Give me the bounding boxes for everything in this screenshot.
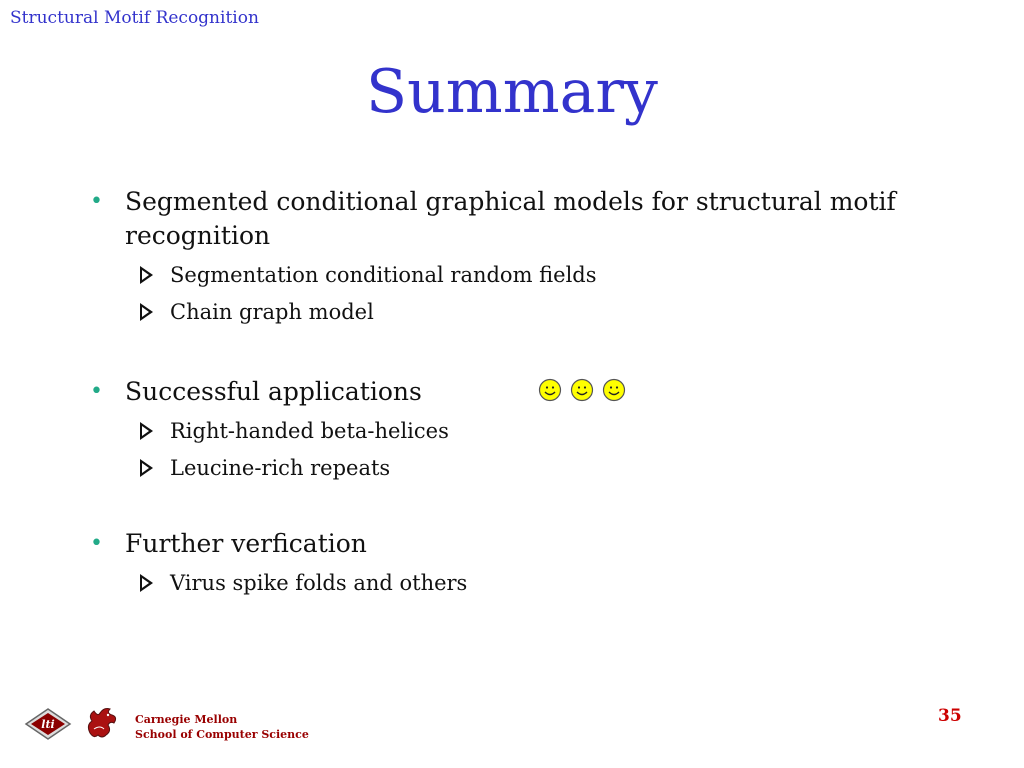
bullet-text: Segmented conditional graphical models for structural motif recognition <box>125 187 896 250</box>
bullet-text: Successful applications <box>125 377 422 406</box>
lti-logo-text: lti <box>41 718 55 731</box>
sub-item <box>90 450 930 487</box>
sub-item <box>90 413 930 450</box>
sub-item <box>90 565 930 602</box>
bullet-block-1 <box>90 185 930 331</box>
sub-item-text: Virus spike folds and others <box>170 571 468 595</box>
sub-item <box>90 294 930 331</box>
sub-item <box>90 257 930 294</box>
smiley-face-icon <box>538 378 562 402</box>
bullet-text: Further verfication <box>125 529 367 558</box>
slide-title: Summary <box>366 57 658 127</box>
footer-org-line2: School of Computer Science <box>135 728 309 741</box>
bullet-block-3 <box>90 527 930 602</box>
smiley-face-icon <box>602 378 626 402</box>
header-title: Structural Motif Recognition <box>10 8 259 28</box>
page-number: 35 <box>938 706 962 726</box>
smiley-face-icon <box>570 378 594 402</box>
arrow-bullet-icon <box>140 459 153 477</box>
sub-item-text: Segmentation conditional random fields <box>170 263 597 287</box>
sub-item-text: Chain graph model <box>170 300 374 324</box>
sub-item-text: Leucine-rich repeats <box>170 456 391 480</box>
arrow-bullet-icon <box>140 574 153 592</box>
arrow-bullet-icon <box>140 266 153 284</box>
bullet-dot-icon: • <box>90 531 103 556</box>
bullet-dot-icon: • <box>90 379 103 404</box>
bullet-dot-icon: • <box>90 189 103 214</box>
arrow-bullet-icon <box>140 303 153 321</box>
footer-organization <box>135 712 309 742</box>
sub-list <box>90 413 930 487</box>
footer-org-line1: Carnegie Mellon <box>135 713 238 726</box>
bullet-item <box>90 185 930 253</box>
bullet-item <box>90 375 930 409</box>
smiley-group <box>538 378 626 402</box>
dragon-logo-icon <box>82 703 122 743</box>
sub-item-text: Right-handed beta-helices <box>170 419 449 443</box>
sub-list <box>90 257 930 331</box>
bullet-block-2 <box>90 375 930 487</box>
sub-list <box>90 565 930 602</box>
lti-logo-icon <box>24 707 72 741</box>
arrow-bullet-icon <box>140 422 153 440</box>
bullet-item <box>90 527 930 561</box>
